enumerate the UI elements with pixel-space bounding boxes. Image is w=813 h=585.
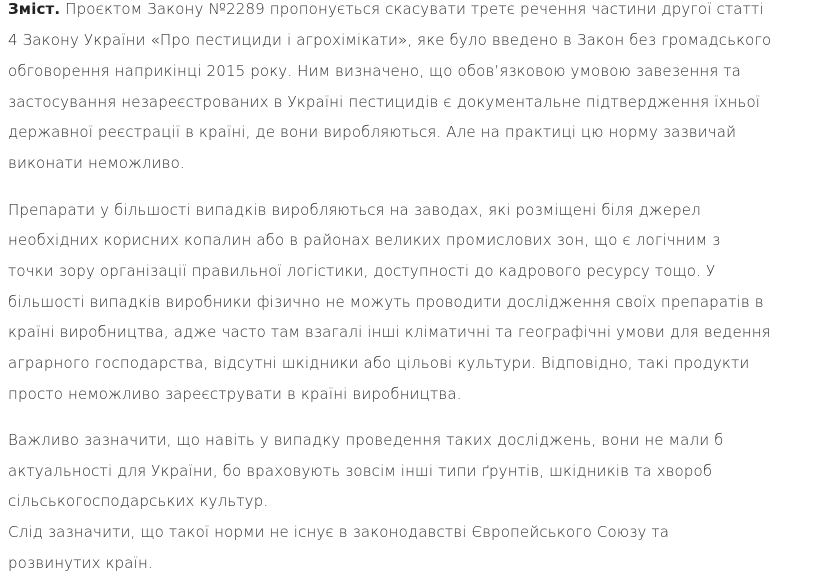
paragraph-2-line-7: просто неможливо зареєструвати в країні виробництва. [8, 385, 462, 403]
paragraph-2-line-5: країні виробництва, адже часто там взагалі інші кліматичні та географічні умови для ведення [8, 323, 771, 341]
paragraph-2-line-4: більшості випадків виробники фізично не можуть проводити дослідження своїх препаратів в [8, 293, 764, 311]
paragraph-1-line-1 [8, 0, 764, 19]
paragraph-3-line-1: Важливо зазначити, що навіть у випадку проведення таких досліджень, вони не мали б [8, 431, 724, 449]
paragraph-2-line-2: необхідних корисних копалин або в районах великих промислових зон, що є логічним з [8, 231, 721, 249]
paragraph-1-line-1-text: Проєктом Закону №2289 пропонується скасувати третє речення частини другої статті [60, 0, 764, 18]
paragraph-3-line-4: Слід зазначити, що такої норми не існує в законодавстві Європейського Союзу та [8, 523, 670, 541]
paragraph-3-line-2: актуальності для України, бо враховують зовсім інші типи ґрунтів, шкідників та хвороб [8, 462, 713, 480]
paragraph-2-line-3: точки зору організації правильної логістики, доступності до кадрового ресурсу тощо. У [8, 262, 716, 280]
paragraph-3-line-3: сільськогосподарських культур. [8, 492, 269, 510]
paragraph-2-line-1: Препарати у більшості випадків виробляються на заводах, які розміщені біля джерел [8, 201, 701, 219]
paragraph-1-line-4: застосування незареєстрованих в Україні пестицидів є документальне підтвердження їхньої [8, 93, 761, 111]
paragraph-3-line-5: розвинутих країн. [8, 554, 153, 572]
lead-label: Зміст. [8, 0, 61, 18]
paragraph-1-line-5: державної реєстрації в країні, де вони виробляються. Але на практиці цю норму зазвичай [8, 123, 737, 141]
paragraph-1-line-6: виконати неможливо. [8, 154, 185, 172]
paragraph-1-line-2: 4 Закону України «Про пестициди і агрохімікати», яке було введено в Закон без громадського [8, 31, 772, 49]
paragraph-1-line-3: обговорення наприкінці 2015 року. Ним визначено, що обов’язковою умовою завезення та [8, 62, 742, 80]
paragraph-2-line-6: аграрного господарства, відсутні шкідники або цільові культури. Відповідно, такі продукти [8, 354, 750, 372]
